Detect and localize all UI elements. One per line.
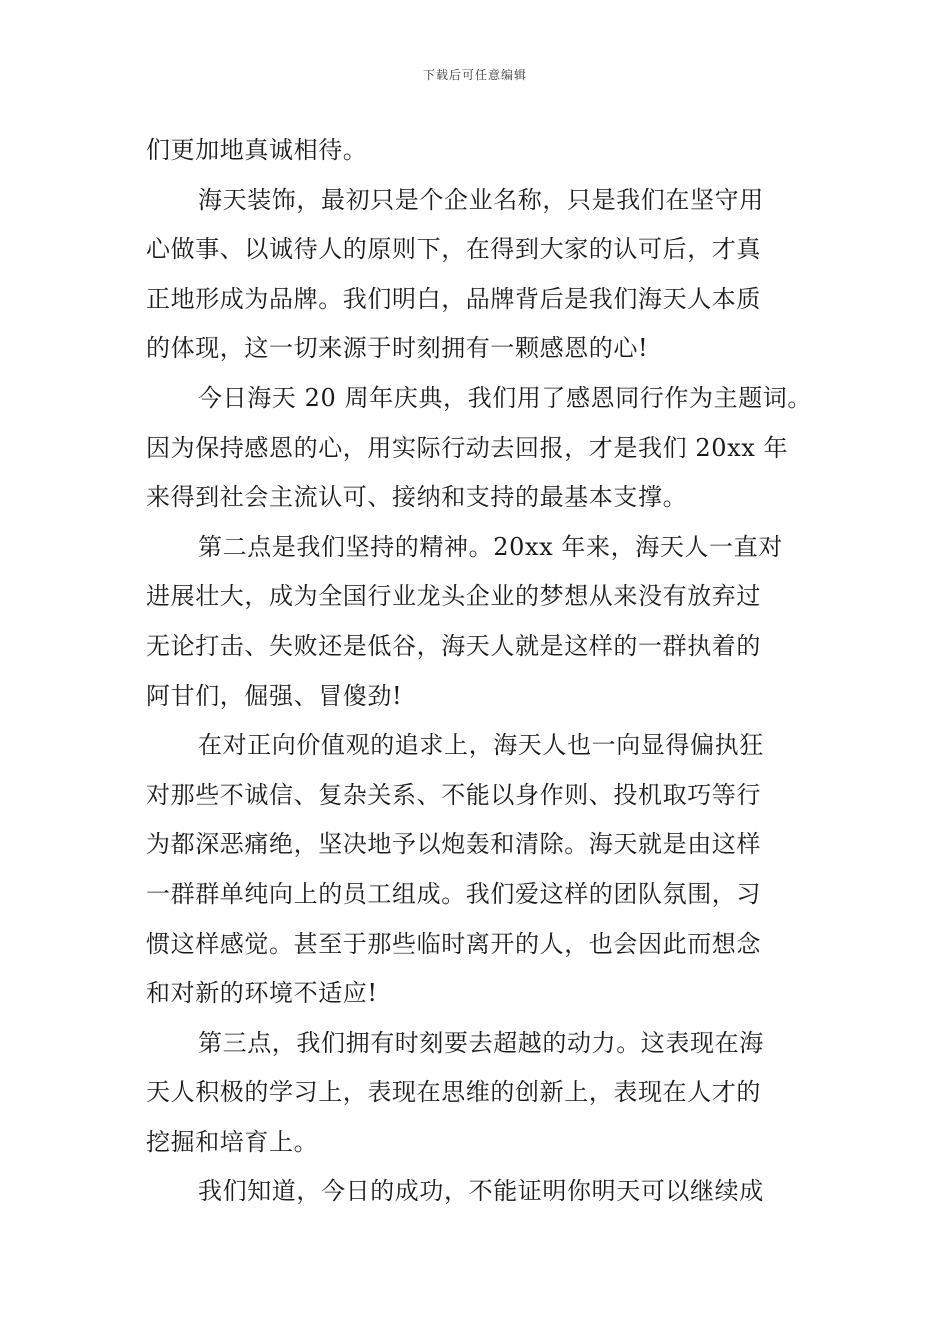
text-line: 和对新的环境不适应! [146, 979, 378, 1008]
paragraph-start-line: 海天装饰，最初只是个企业名称，只是我们在坚守用 [198, 185, 764, 214]
paragraph-start-line: 我们知道，今日的成功，不能证明你明天可以继续成 [198, 1177, 764, 1206]
text-line: 进展壮大，成为全国行业龙头企业的梦想从来没有放弃过 [146, 582, 761, 611]
paragraph-start-line: 第二点是我们坚持的精神。20xx 年来，海天人一直对 [198, 532, 783, 561]
text-line: 正地形成为品牌。我们明白，品牌背后是我们海天人本质 [146, 284, 761, 313]
paragraph-start-line: 今日海天 20 周年庆典，我们用了感恩同行作为主题词。 [198, 383, 812, 412]
text-line: 对那些不诚信、复杂关系、不能以身作则、投机取巧等行 [146, 780, 761, 809]
text-line: 天人积极的学习上，表现在思维的创新上，表现在人才的 [146, 1078, 761, 1107]
text-line: 阿甘们，倔强、冒傻劲! [146, 681, 403, 710]
page-header: 下载后可任意编辑 [422, 68, 527, 82]
document-body [146, 126, 816, 1217]
text-line: 心做事、以诚待人的原则下，在得到大家的认可后，才真 [146, 235, 761, 264]
text-line: 一群群单纯向上的员工组成。我们爱这样的团队氛围，习 [146, 879, 761, 908]
paragraph-start-line: 第三点，我们拥有时刻要去超越的动力。这表现在海 [198, 1028, 764, 1057]
text-line: 挖掘和培育上。 [146, 1127, 319, 1156]
text-line: 无论打击、失败还是低谷，海天人就是这样的一群执着的 [146, 631, 761, 660]
text-line: 因为保持感恩的心，用实际行动去回报，才是我们 20xx 年 [146, 433, 789, 462]
text-line: 们更加地真诚相待。 [146, 136, 368, 164]
text-line: 的体现，这一切来源于时刻拥有一颗感恩的心! [146, 334, 649, 363]
text-line: 来得到社会主流认可、接纳和支持的最基本支撑。 [146, 483, 688, 512]
paragraph-start-line: 在对正向价值观的追求上，海天人也一向显得偏执狂 [198, 731, 764, 760]
text-line: 为都深恶痛绝，坚决地予以炮轰和清除。海天就是由这样 [146, 830, 761, 859]
text-line: 惯这样感觉。甚至于那些临时离开的人，也会因此而想念 [146, 929, 761, 958]
